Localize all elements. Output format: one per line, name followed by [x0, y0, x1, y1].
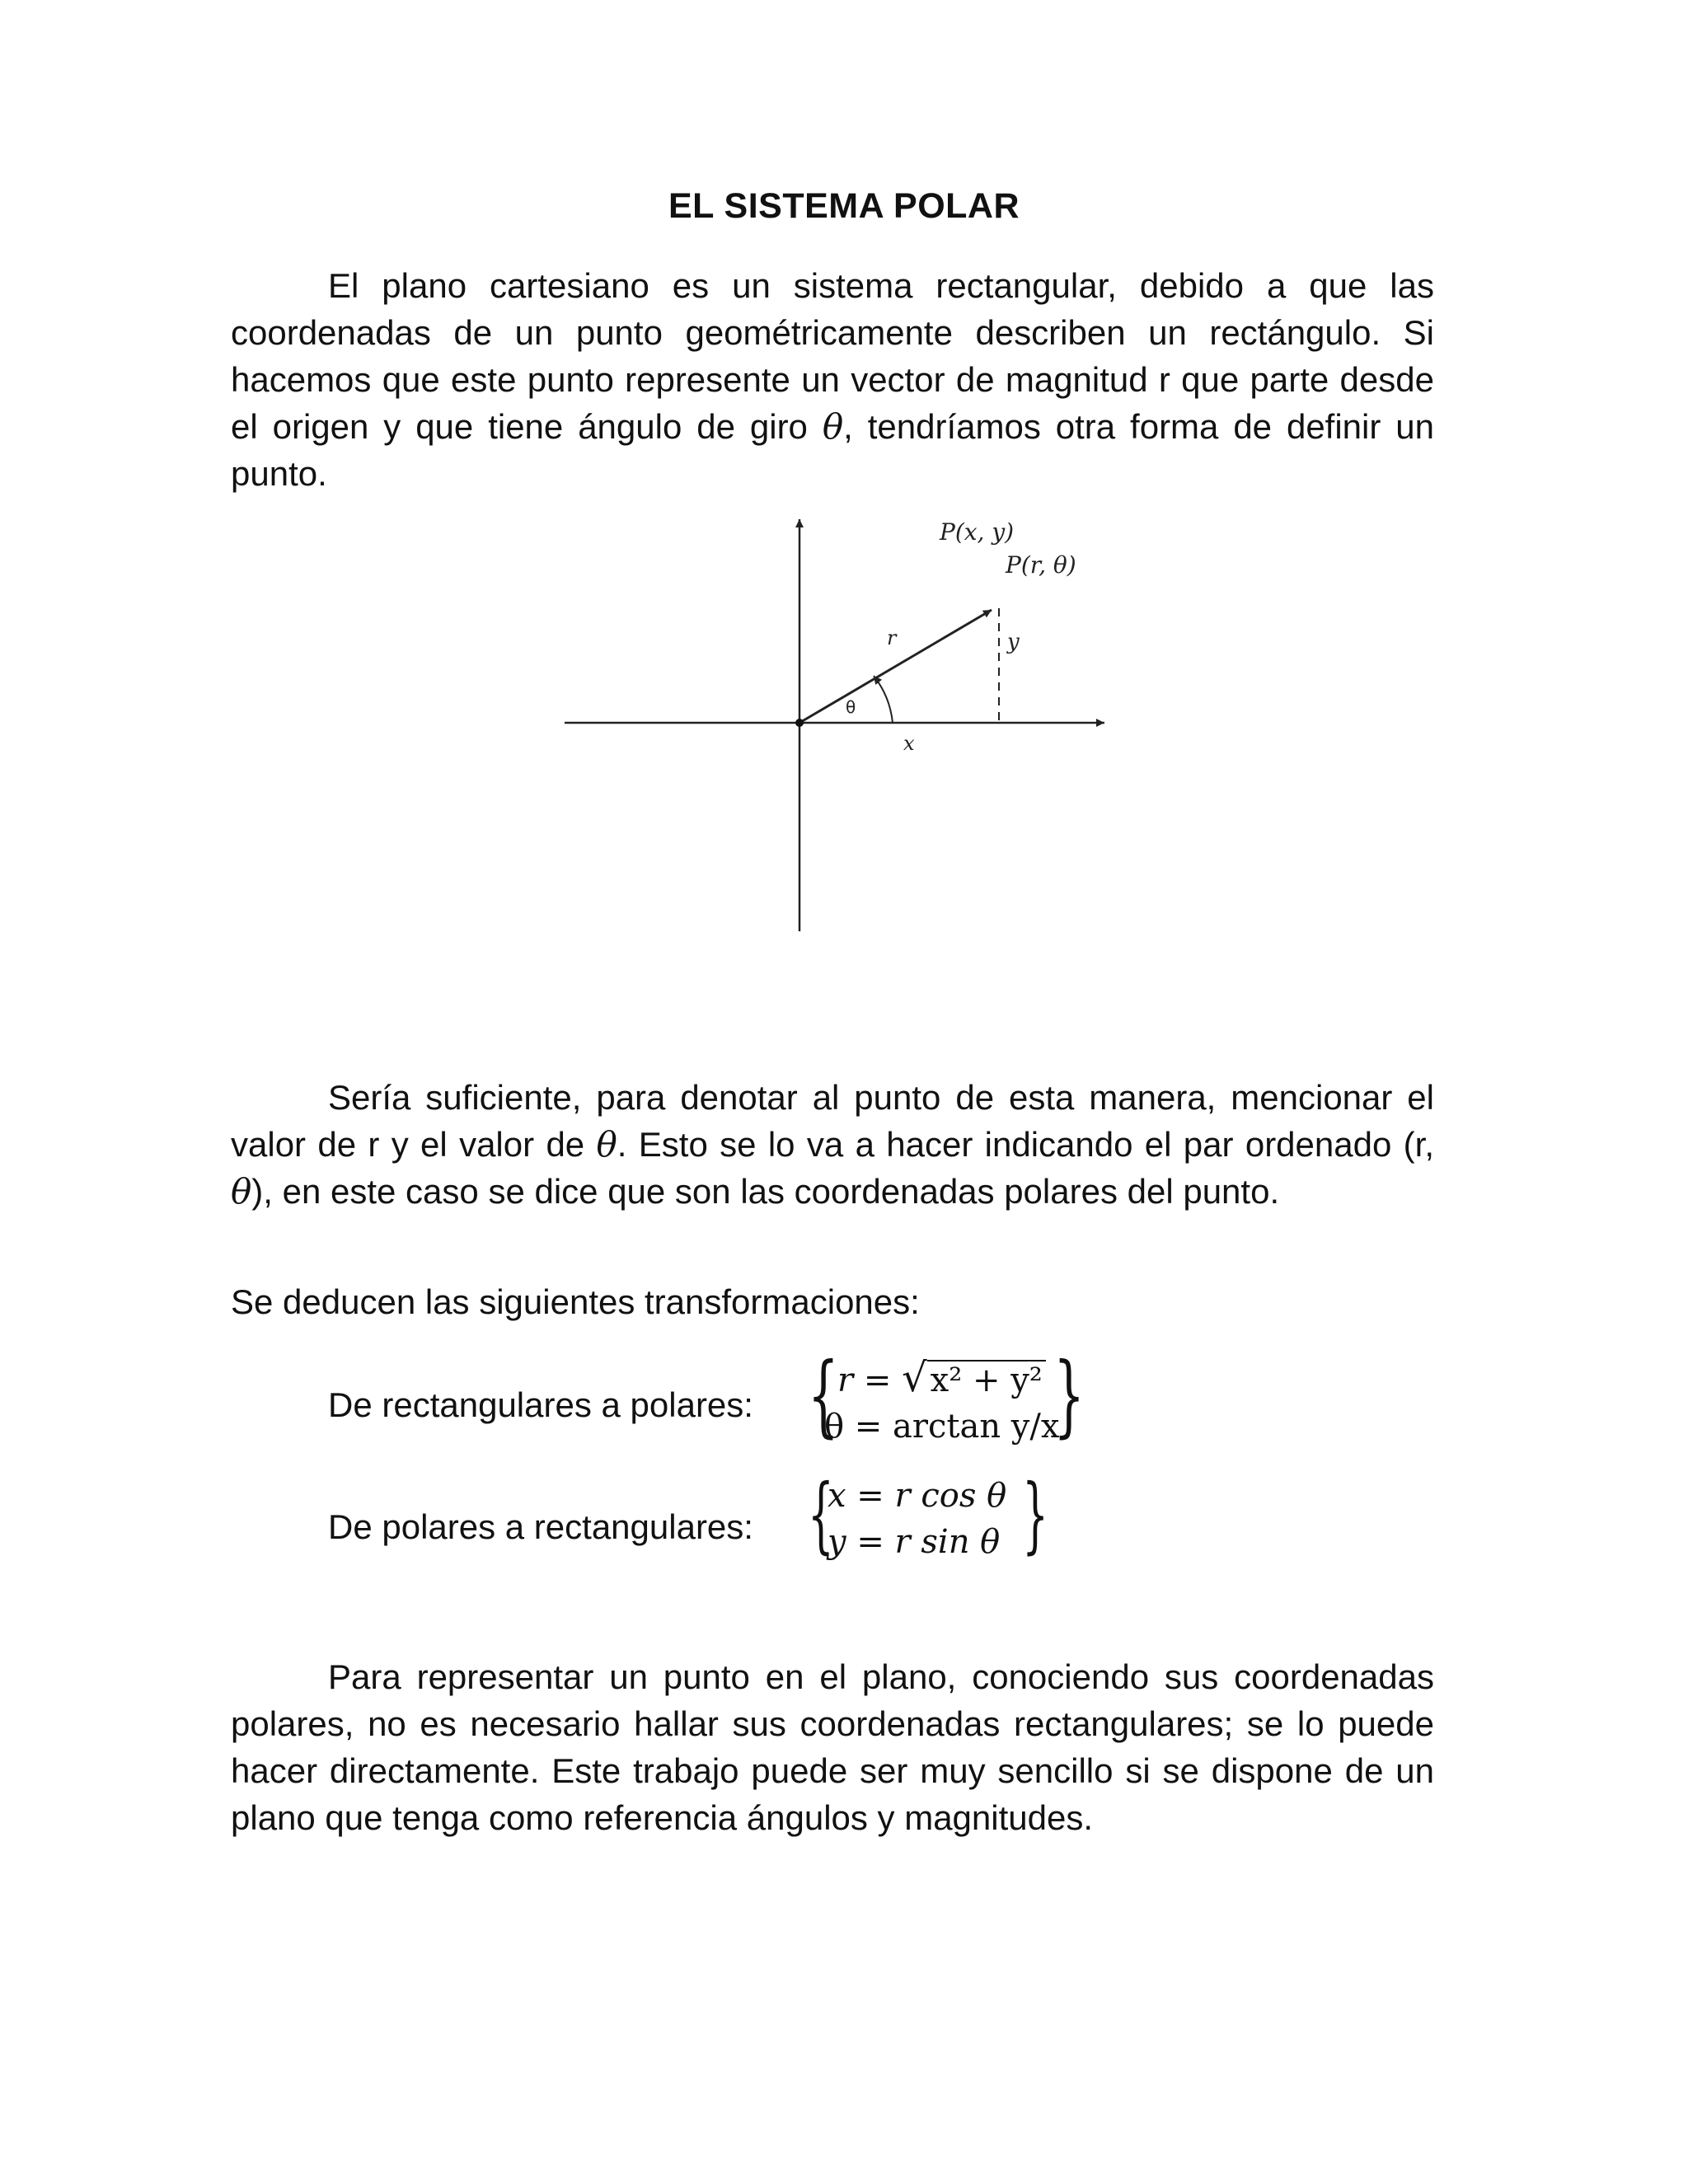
equation-r — [837, 1355, 1046, 1401]
paragraph-conclusion — [231, 1653, 1434, 1841]
formula-polar-to-rect — [328, 1466, 1152, 1581]
label-y: y — [1007, 630, 1020, 654]
right-brace: { — [1053, 1344, 1085, 1447]
formula-label: De polares a rectangulares: — [328, 1507, 753, 1546]
formula-rect-to-polar — [328, 1344, 1152, 1457]
label-x: x — [903, 732, 915, 755]
left-brace: { — [808, 1466, 834, 1563]
paragraph-intro — [231, 262, 1434, 497]
square-root: √ x² + y² — [902, 1355, 1046, 1401]
polar-coordinates-diagram — [560, 511, 1121, 940]
paragraph-intro-text-2: , tendríamos otra forma de definir un punto. — [231, 407, 1434, 493]
equation-x: x = r cos θ — [828, 1477, 1007, 1515]
paragraph-conclusion-text: Para representar un punto en el plano, conociendo sus coordenadas polares, no es necesario hallar sus coordenadas rectangulares; se lo puede hacer directamente. Este trabajo puede ser muy sencillo si se dispone de un plano que tenga como referencia ángulos y magnitudes. — [231, 1657, 1434, 1837]
left-brace: { — [808, 1344, 839, 1447]
origin-point — [795, 719, 804, 727]
diagram-svg — [560, 511, 1121, 940]
label-p-xy: P(x, y) — [940, 518, 1015, 546]
formula-label: De rectangulares a polares: — [328, 1385, 753, 1424]
theta-symbol: θ — [596, 1124, 617, 1165]
equation-lhs: r = — [837, 1361, 892, 1399]
theta-symbol: θ — [231, 1171, 252, 1212]
paragraph-ordered-pair-text-2: . Esto se lo va a hacer indicando el par ordenado (r, — [617, 1125, 1434, 1164]
paragraph-ordered-pair-text-3: ), en este caso se dice que son las coordenadas polares del punto. — [251, 1172, 1280, 1211]
radicand: x² + y² — [927, 1360, 1046, 1399]
equation-theta: θ = arctan y/x — [824, 1408, 1060, 1446]
paragraph-ordered-pair-text-1: Sería suficiente, para denotar al punto de esta manera, mencionar el valor de r y el valor de — [231, 1078, 1434, 1164]
paragraph-intro-text-1: El plano cartesiano es un sistema rectangular, debido a que las coordenadas de un punto geométricamente describen un rectángulo. Si hacemos que este punto represente un vector de magnitud r que parte desde el origen y que tiene ángulo de giro — [231, 266, 1434, 446]
paragraph-transformations: Se deducen las siguientes transformaciones: — [231, 1282, 920, 1321]
label-p-r-theta: P(r, θ) — [1006, 551, 1076, 579]
label-theta: θ — [846, 697, 856, 717]
label-r: r — [887, 626, 897, 649]
paragraph-ordered-pair — [231, 1074, 1434, 1215]
page-title: EL SISTEMA POLAR — [668, 186, 1020, 226]
theta-symbol: θ — [822, 406, 844, 447]
right-brace: { — [1022, 1466, 1048, 1563]
theta-arc — [874, 676, 893, 723]
equation-y: y = r sin θ — [828, 1523, 1001, 1561]
